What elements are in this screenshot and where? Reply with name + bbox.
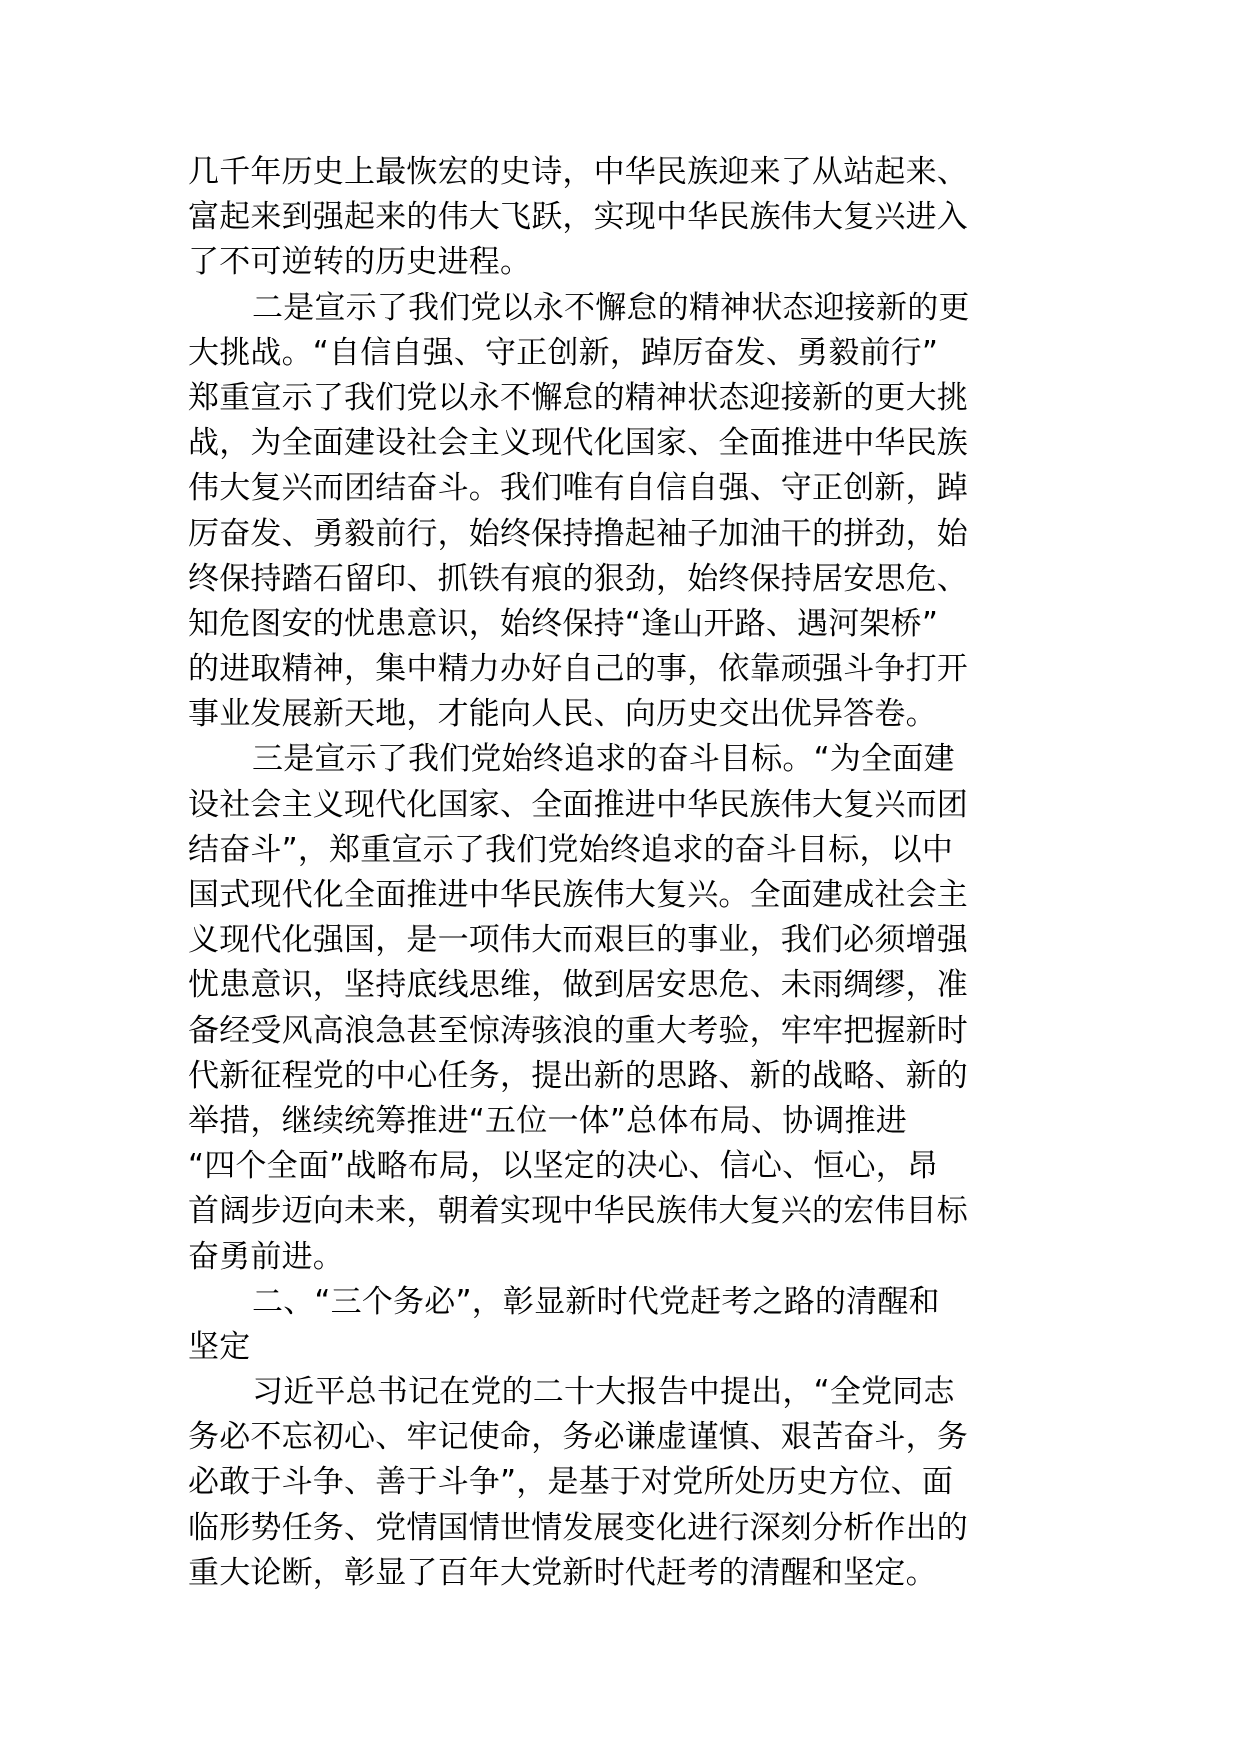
text-line: 的进取精神，集中精力办好自己的事，依靠顽强斗争打开: [188, 651, 968, 688]
text-line: 伟大复兴而团结奋斗。我们唯有自信自强、守正创新，踔: [188, 470, 968, 507]
text-line: 义现代化强国，是一项伟大而艰巨的事业，我们必须增强: [188, 922, 968, 959]
text-line: 临形势任务、党情国情世情发展变化进行深刻分析作出的: [188, 1509, 968, 1546]
text-line: 备经受风高浪急甚至惊涛骇浪的重大考验，牢牢把握新时: [188, 1012, 968, 1049]
text-line: 了不可逆转的历史进程。: [188, 244, 532, 281]
paragraph-start-line: 三是宣示了我们党始终追求的奋斗目标。“为全面建: [252, 741, 955, 778]
text-line: 几千年历史上最恢宏的史诗，中华民族迎来了从站起来、: [188, 154, 968, 190]
paragraph-start-line: 二是宣示了我们党以永不懈怠的精神状态迎接新的更: [252, 289, 970, 326]
text-line: 国式现代化全面推进中华民族伟大复兴。全面建成社会主: [188, 877, 968, 913]
text-line: 结奋斗”，郑重宣示了我们党始终追求的奋斗目标，以中: [188, 831, 954, 868]
text-line: 大挑战。“自信自强、守正创新，踔厉奋发、勇毅前行”: [188, 334, 939, 371]
text-line: “四个全面”战略布局，以坚定的决心、信心、恒心，昂: [188, 1148, 939, 1185]
text-line: 富起来到强起来的伟大飞跃，实现中华民族伟大复兴进入: [188, 199, 968, 236]
text-line: 知危图安的忧患意识，始终保持“逢山开路、遇河架桥”: [188, 605, 939, 642]
text-line: 厉奋发、勇毅前行，始终保持撸起袖子加油干的拼劲，始: [188, 515, 968, 552]
text-line: 首阔步迈向未来，朝着实现中华民族伟大复兴的宏伟目标: [188, 1193, 968, 1230]
text-line: 郑重宣示了我们党以永不懈怠的精神状态迎接新的更大挑: [188, 379, 968, 416]
section-heading-line: 坚定: [188, 1328, 251, 1365]
text-line: 重大论断，彰显了百年大党新时代赶考的清醒和坚定。: [188, 1554, 937, 1591]
text-line: 事业发展新天地，才能向人民、向历史交出优异答卷。: [188, 696, 937, 733]
text-line: 必敢于斗争、善于斗争”，是基于对党所处历史方位、面: [188, 1464, 954, 1501]
section-heading-line: 二、“三个务必”，彰显新时代党赶考之路的清醒和: [252, 1283, 940, 1320]
text-line: 务必不忘初心、牢记使命，务必谦虚谨慎、艰苦奋斗，务: [188, 1419, 968, 1456]
text-line: 战，为全面建设社会主义现代化国家、全面推进中华民族: [188, 425, 968, 462]
body-text: [188, 150, 1056, 1596]
text-line: 举措，继续统筹推进“五位一体”总体布局、协调推进: [188, 1102, 907, 1139]
text-line: 代新征程党的中心任务，提出新的思路、新的战略、新的: [188, 1057, 968, 1094]
text-line: 设社会主义现代化国家、全面推进中华民族伟大复兴而团: [188, 786, 968, 823]
paragraph-start-line: 习近平总书记在党的二十大报告中提出，“全党同志: [252, 1374, 955, 1411]
text-line: 忧患意识，坚持底线思维，做到居安思危、未雨绸缪，准: [188, 967, 968, 1004]
text-line: 奋勇前进。: [188, 1238, 344, 1275]
text-line: 终保持踏石留印、抓铁有痕的狠劲，始终保持居安思危、: [188, 560, 968, 597]
